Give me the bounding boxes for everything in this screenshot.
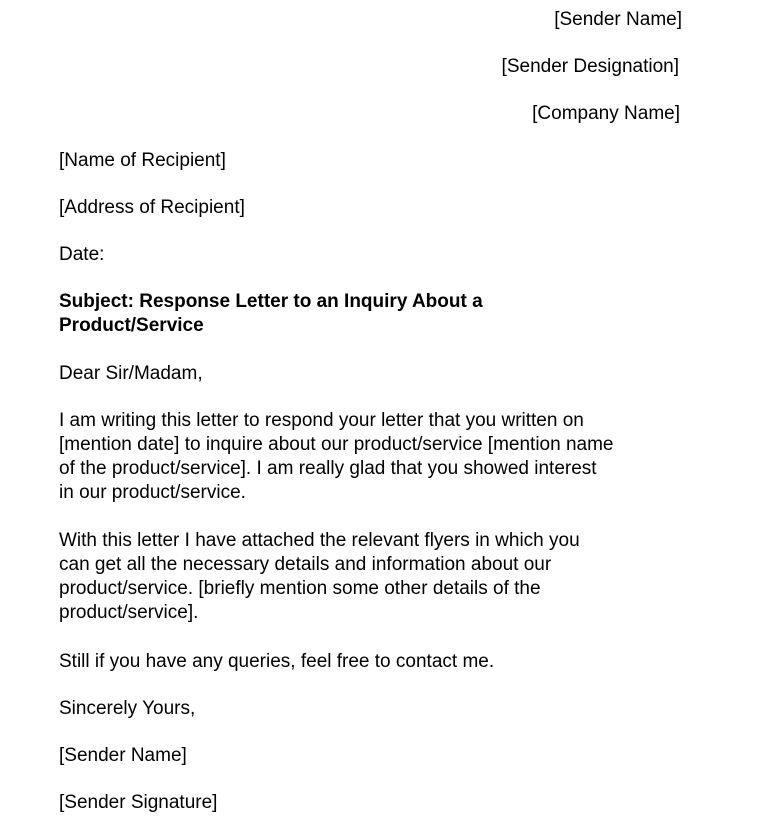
paragraph-line: With this letter I have attached the relevant flyers in which you <box>59 530 580 551</box>
recipient-name: [Name of Recipient] <box>59 150 226 171</box>
subject <box>59 290 699 338</box>
paragraph-line: I am writing this letter to respond your letter that you written on <box>59 410 584 431</box>
date-label: Date: <box>59 244 105 265</box>
closing: Sincerely Yours, <box>59 698 196 719</box>
paragraph-line: product/service]. <box>59 602 199 623</box>
salutation: Dear Sir/Madam, <box>59 363 203 384</box>
sender-signature: [Sender Signature] <box>59 792 218 813</box>
paragraph-line: product/service. [briefly mention some other details of the <box>59 578 541 599</box>
sender-designation: [Sender Designation] <box>501 56 679 77</box>
sender-company: [Company Name] <box>532 103 680 124</box>
sender-name: [Sender Name] <box>554 9 682 30</box>
body-paragraph-1 <box>59 409 699 505</box>
subject-line: Product/Service <box>59 315 204 336</box>
paragraph-line: of the product/service]. I am really glad that you showed interest <box>59 458 597 479</box>
paragraph-line: [mention date] to inquire about our product/service [mention name <box>59 434 614 455</box>
signature-sender-name: [Sender Name] <box>59 745 187 766</box>
subject-line: Subject: Response Letter to an Inquiry About a <box>59 291 483 312</box>
paragraph-line: can get all the necessary details and information about our <box>59 554 552 575</box>
recipient-address: [Address of Recipient] <box>59 197 245 218</box>
paragraph-line: in our product/service. <box>59 482 246 503</box>
body-paragraph-2 <box>59 529 699 625</box>
body-paragraph-3: Still if you have any queries, feel free to contact me. <box>59 651 495 672</box>
